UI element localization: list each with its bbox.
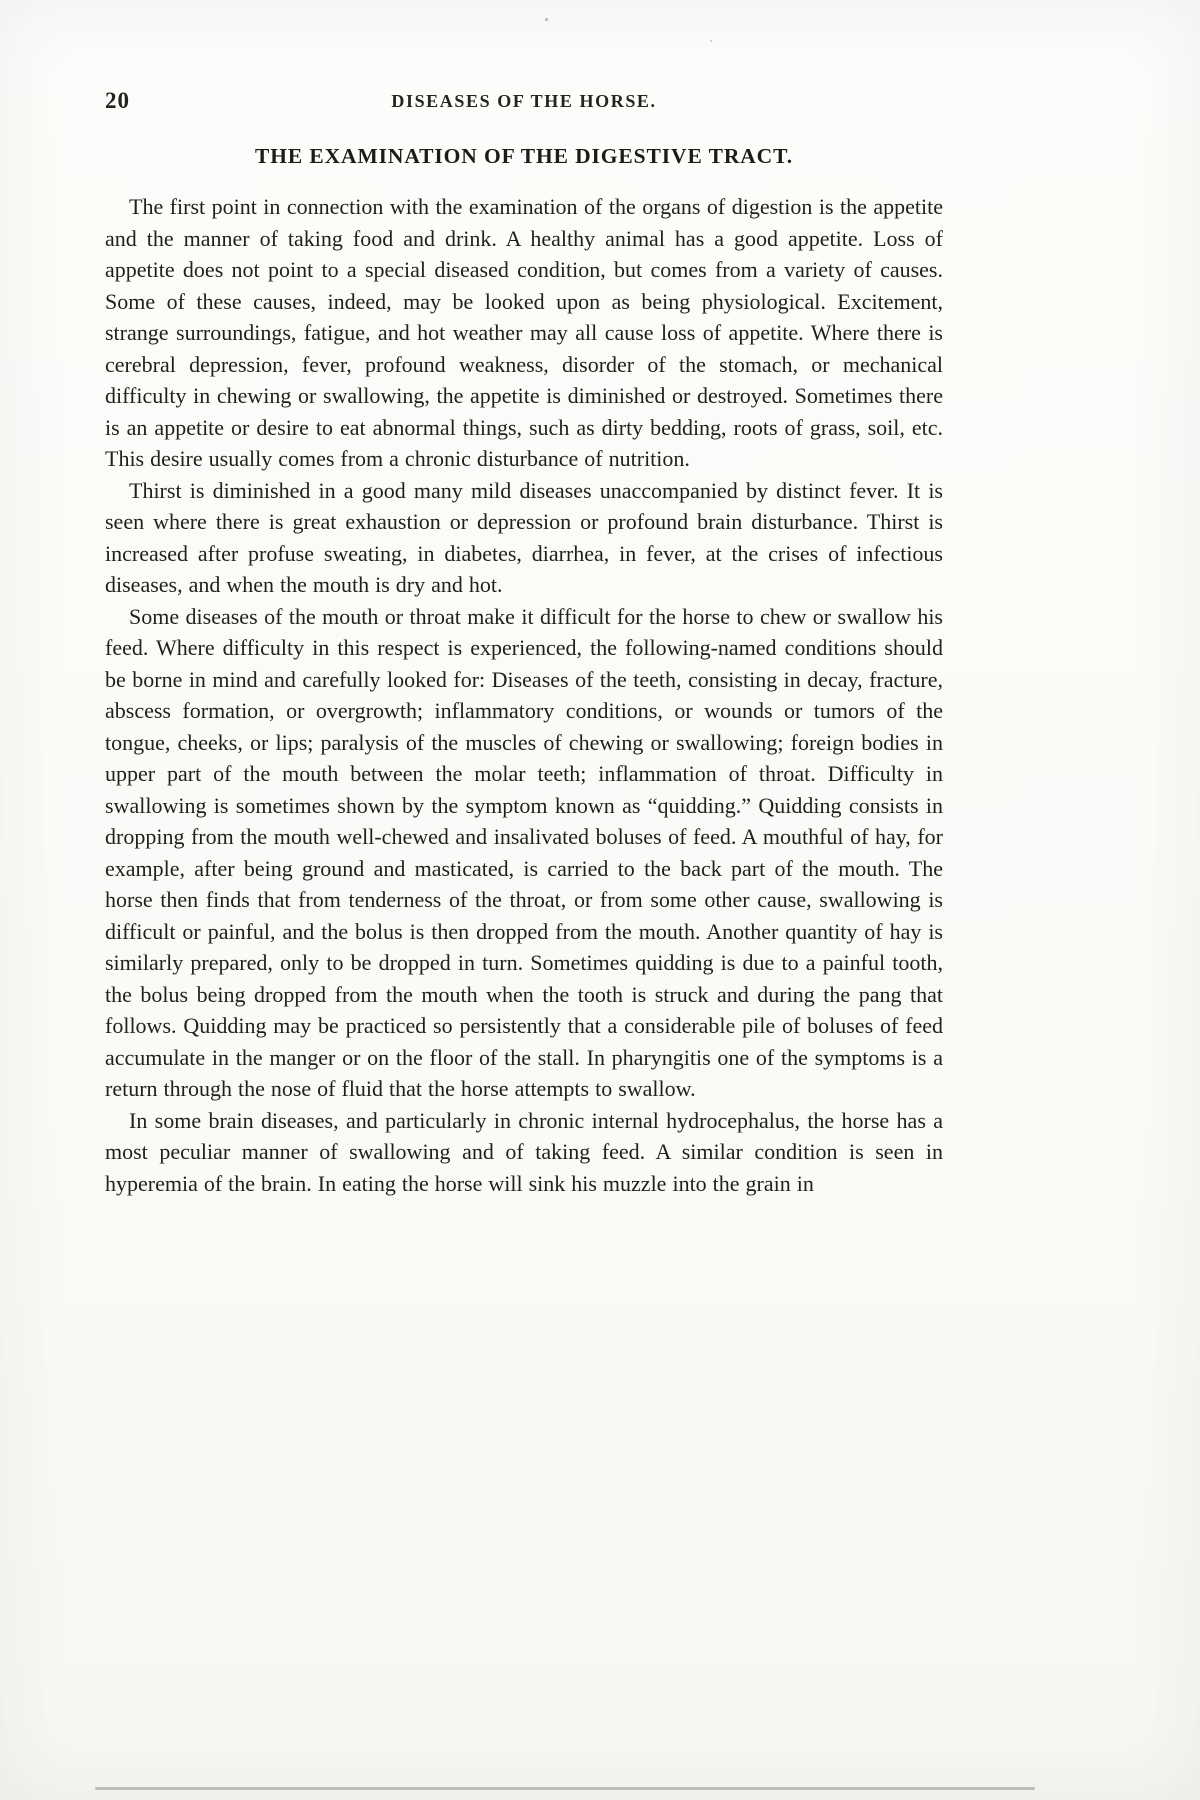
page-content (105, 88, 943, 1199)
paragraph: Some diseases of the mouth or throat make it difficult for the horse to chew or swallow his feed. Where difficulty in this respect is experienced, the following-named conditions should be borne in mind and carefully looked for: Diseases of the teeth, consisting in decay, fracture, abscess formation, or overgrowth; inflammatory conditions, or wounds or tumors of the tongue, cheeks, or lips; paralysis of the muscles of chewing or swallowing; foreign bodies in upper part of the mouth between the molar teeth; inflammation of throat. Difficulty in swallowing is sometimes shown by the symptom known as “quidding.” Quidding consists in dropping from the mouth well-chewed and insalivated boluses of feed. A mouthful of hay, for example, after being ground and masticated, is carried to the back part of the mouth. The horse then finds that from tenderness of the throat, or from some other cause, swallowing is difficult or painful, and the bolus is then dropped from the mouth. Another quantity of hay is similarly prepared, only to be dropped in turn. Sometimes quidding is due to a painful tooth, the bolus being dropped from the mouth when the tooth is struck and during the pang that follows. Quidding may be practiced so persistently that a considerable pile of boluses of feed accumulate in the manger or on the floor of the stall. In pharyngitis one of the symptoms is a return through the nose of fluid that the horse attempts to swallow. (105, 603, 943, 1101)
running-title: DISEASES OF THE HORSE. (391, 91, 657, 111)
scan-speck (710, 40, 712, 42)
paragraph: The first point in connection with the examination of the organs of digestion is the appetite and the manner of taking food and drink. A healthy animal has a good appetite. Loss of appetite does not point to a special diseased condition, but comes from a variety of causes. Some of these causes, indeed, may be looked upon as being physiological. Excitement, strange surroundings, fatigue, and hot weather may all cause loss of appetite. Where there is cerebral depression, fever, profound weakness, disorder of the stomach, or mechanical difficulty in chewing or swallowing, the appetite is diminished or destroyed. Sometimes there is an appetite or desire to eat abnormal things, such as dirty bedding, roots of grass, soil, etc. This desire usually comes from a chronic disturbance of nutrition. (105, 194, 943, 471)
scan-artifact-line (95, 1787, 1035, 1790)
section-heading: THE EXAMINATION OF THE DIGESTIVE TRACT. (254, 144, 794, 168)
scan-speck (545, 18, 548, 21)
page-header (105, 88, 943, 118)
paragraph: Thirst is diminished in a good many mild diseases unaccompanied by distinct fever. It is seen where there is great exhaustion or depression or profound brain disturbance. Thirst is increased after profuse sweating, in diabetes, diarrhea, in fever, at the crises of infectious diseases, and when the mouth is dry and hot. (105, 477, 943, 597)
body-text (105, 191, 943, 1199)
page-number: 20 (105, 88, 130, 113)
paragraph: In some brain diseases, and particularly in chronic internal hydrocephalus, the horse has a most peculiar manner of swallowing and of taking feed. A similar condition is seen in hyperemia of the brain. In eating the horse will sink his muzzle into the grain in (105, 1107, 943, 1196)
